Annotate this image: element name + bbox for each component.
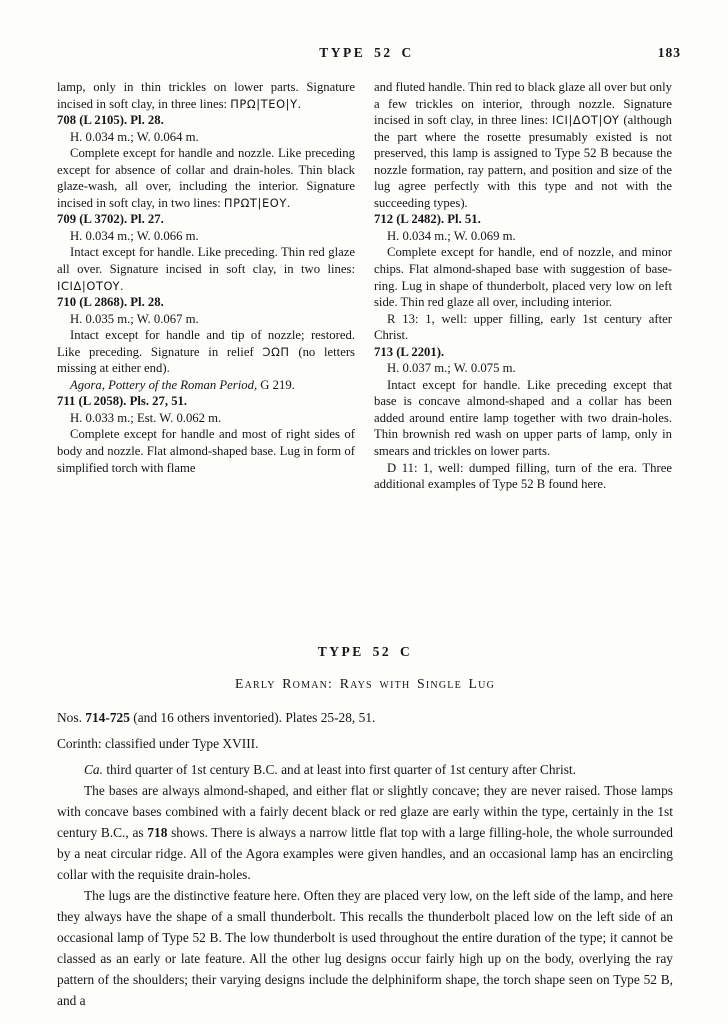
- dating-rest: third quarter of 1st century B.C. and at least into first quarter of 1st century after Christ.: [102, 762, 576, 777]
- nos-rest: (and 16 others inventoried). Plates 25-28, 51.: [129, 710, 376, 725]
- dating-circa: Ca.: [84, 762, 103, 777]
- entry-708-heading: [57, 112, 355, 129]
- bases-lamp-number: 718: [147, 825, 168, 840]
- right-cont-text: and fluted handle. Thin red to black glaze all over but only a few trickles on interior, through nozzle. Signature incised in soft clay, in three lines:: [374, 80, 672, 128]
- entry-712-description: Complete except for handle, end of nozzle, and minor chips. Flat almond-shaped base with suggestion of base-ring. Lug in shape of thunderbolt, placed very low on left side. Thin red glaze all over, including interior.: [374, 245, 672, 310]
- entry-710-dimensions: H. 0.035 m.; W. 0.067 m.: [70, 311, 199, 326]
- signature-text: ƆΩΠ: [262, 344, 290, 359]
- entry-711-heading: [57, 393, 355, 410]
- section-corinth-line: Corinth: classified under Type XVIII.: [57, 736, 259, 751]
- page-header: [52, 45, 681, 63]
- entry-713-number: 713: [374, 344, 394, 359]
- type-52c-section: [57, 641, 673, 1011]
- entry-709-dimensions: H. 0.034 m.; W. 0.066 m.: [70, 228, 199, 243]
- entry-710-body: Intact except for handle and tip of nozzle; restored. Like preceding. Signature in relief: [57, 328, 355, 359]
- entry-712-number: 712: [374, 212, 394, 227]
- column-right: [374, 79, 672, 493]
- entry-713-description: Intact except for handle. Like preceding except that base is concave almond-shaped and a collar has been added around entire lamp together with two drain-holes. Thin brownish red wash on upper parts of lamp, only in smears and trickles on lower parts.: [374, 377, 672, 459]
- reference-title: Agora, Pottery of the Roman Period,: [70, 377, 258, 392]
- section-subtitle: Early Roman: Rays with Single Lug: [234, 676, 495, 691]
- section-title: TYPE 52 C: [317, 644, 413, 659]
- entry-708-description: [57, 145, 355, 211]
- left-intro-paragraph: [57, 79, 355, 112]
- entry-709-tail: .: [120, 278, 124, 293]
- signature-text: ICIΔ|OTOY: [57, 278, 121, 293]
- bases-text-a: The bases are always almond-shaped, and either flat or slightly concave; they are never raised. Those lamps with concave bases combined with a fairly decent black or red glaze are early within the type, certainly in the 1st century B.C., as: [57, 783, 673, 840]
- signature-text: ICI|ΔΟΤ|OY: [551, 113, 620, 128]
- catalog-columns: [57, 79, 673, 493]
- entry-713-dimensions: H. 0.037 m.; W. 0.075 m.: [387, 361, 516, 376]
- bases-text-b: shows. There is always a narrow little flat top with a large filling-hole, the whole surrounded by a neat circular ridge. All of the Agora examples were given handles, and an occasional lamp has an encircling collar with the requisite drain-holes.: [57, 825, 673, 882]
- entry-712-context: R 13: 1, well: upper filling, early 1st century after Christ.: [374, 311, 672, 343]
- entry-709-head-rest: (L 3702). Pl. 27.: [76, 212, 164, 227]
- entry-712-dimensions: H. 0.034 m.; W. 0.069 m.: [387, 228, 516, 243]
- left-intro-tail: .: [297, 96, 301, 111]
- entry-709-heading: [57, 211, 355, 228]
- column-left: [57, 79, 355, 493]
- entry-708-head-rest: (L 2105). Pl. 28.: [76, 113, 164, 128]
- entry-711-number: 711: [57, 394, 76, 409]
- right-cont-tail: (although the part where the rosette presumably existed is not preserved, this lamp is assigned to Type 52 B because the nozzle formation, ray pattern, and position and size of the lug agree perfectly with this type and not with the succeeding types).: [374, 113, 672, 210]
- right-continuation-paragraph: [374, 79, 672, 211]
- entry-709-description: [57, 244, 355, 294]
- entry-710-heading: [57, 294, 355, 311]
- entry-710-reference: [57, 377, 355, 394]
- entry-712-heading: [374, 211, 672, 228]
- entry-708-tail: .: [286, 195, 291, 210]
- section-dating-paragraph: [57, 759, 673, 780]
- page-number: 183: [657, 45, 681, 60]
- nos-prefix: Nos.: [57, 710, 86, 725]
- left-intro-text: lamp, only in thin trickles on lower parts. Signature incised in soft clay, in three lines:: [57, 80, 355, 111]
- entry-710-number: 710: [57, 295, 77, 310]
- entry-708-dimensions: H. 0.034 m.; W. 0.064 m.: [70, 129, 199, 144]
- entry-709-body: Intact except for handle. Like preceding. Thin red glaze all over. Signature incised in soft clay, in two lines:: [57, 245, 355, 277]
- entry-710-tail: (no letters missing at either end).: [57, 344, 355, 376]
- entry-711-head-rest: (L 2058). Pls. 27, 51.: [75, 394, 188, 409]
- running-title: TYPE 52 C: [319, 45, 414, 60]
- nos-range: 714-725: [85, 710, 130, 725]
- section-paragraph-lugs: The lugs are the distinctive feature here. Often they are placed very low, on the left side of the lamp, and here they always have the shape of a small thunderbolt. This recalls the thunderbolt placed low on the left side of an occasional lamp of Type 52 B. The low thunderbolt is used throughout the entire duration of the type; it cannot be classed as an early or late feature. All the other lug designs occur fairly high up on the body, overlying the ray pattern of the shoulders; their varying designs include the delphiniform shape, the torch shape seen on Type 52 B, and a: [57, 888, 673, 1008]
- entry-711-description: Complete except for handle and most of right sides of body and nozzle. Flat almond-shaped base. Lug in form of simplified torch with flame: [57, 427, 355, 475]
- entry-709-number: 709: [57, 212, 77, 227]
- entry-708-number: 708: [57, 113, 77, 128]
- entry-708-body: Complete except for handle and nozzle. Like preceding except for absence of collar and drain-holes. Thin black glaze-wash, all over, including the interior. Signature incised in soft clay, in two lines:: [57, 146, 355, 210]
- signature-text: ΠΡΩΤ|ΕΟΥ: [223, 195, 287, 210]
- entry-710-head-rest: (L 2868). Pl. 28.: [76, 295, 164, 310]
- section-paragraph-bases: [57, 780, 673, 885]
- entry-713-head-rest: (L 2201).: [393, 344, 445, 359]
- entry-713-context: D 11: 1, well: dumped filling, turn of the era. Three additional examples of Type 52 B found here.: [374, 460, 672, 492]
- section-nos-line: [57, 707, 673, 728]
- reference-number: G 219.: [257, 377, 295, 392]
- signature-text: ΠΡΩ|ΤΕΟ|Υ: [230, 96, 298, 111]
- entry-712-head-rest: (L 2482). Pl. 51.: [393, 212, 481, 227]
- entry-711-dimensions: H. 0.033 m.; Est. W. 0.062 m.: [70, 410, 222, 425]
- entry-710-description: [57, 327, 355, 377]
- entry-713-heading: [374, 344, 672, 361]
